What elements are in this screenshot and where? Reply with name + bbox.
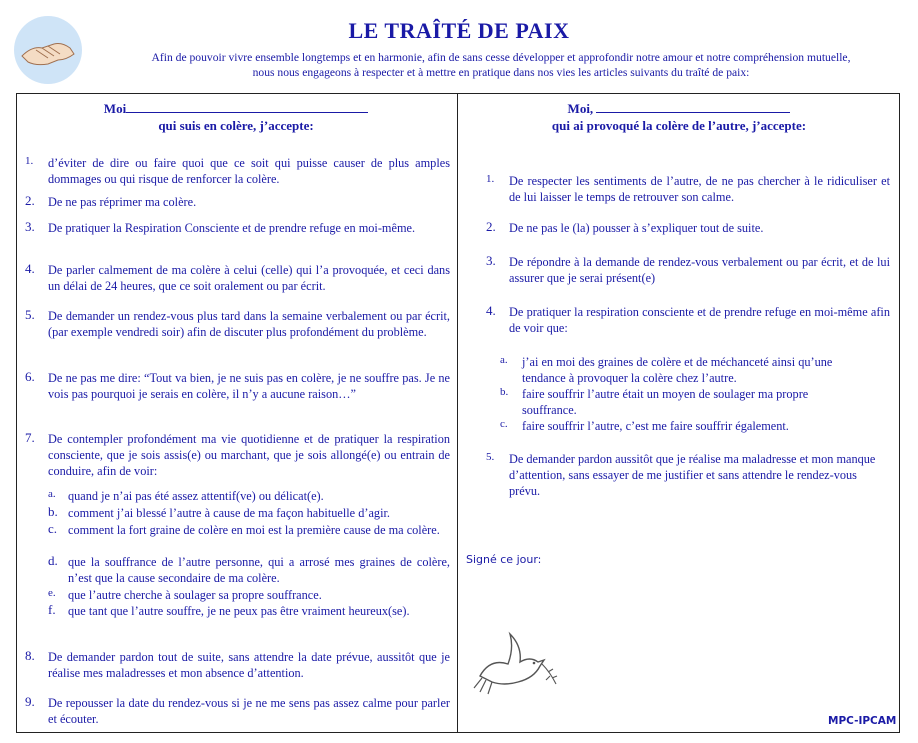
intro-text bbox=[84, 50, 918, 80]
intro-line-2: nous nous engageons à respecter et à mettre en pratique dans nos vies les articles suivants du traîté de paix: bbox=[252, 66, 750, 79]
left-subitem-letter: a. bbox=[48, 488, 56, 500]
right-subitem: faire souffrir l’autre était un moyen de soulager ma propre souffrance. bbox=[522, 387, 809, 417]
right-item: De demander pardon aussitôt que je réalise ma maladresse et mon manque d’attention, sans essayer de me justifier et sans attendre le rendez-vous prévu. bbox=[509, 452, 876, 498]
right-item-num: 3. bbox=[486, 253, 496, 268]
left-name-blank bbox=[126, 100, 368, 113]
right-item-num: 5. bbox=[486, 451, 495, 463]
right-name-blank bbox=[596, 100, 790, 113]
left-subitem-letter: b. bbox=[48, 504, 58, 519]
left-subitem: que la souffrance de l’autre personne, qui a arrosé mes graines de colère, n’est que la cause secondaire de ma colère. bbox=[68, 555, 450, 585]
right-subitem-letter: a. bbox=[500, 354, 508, 366]
left-item: De pratiquer la Respiration Consciente et de prendre refuge en moi-même. bbox=[48, 221, 416, 235]
right-subitem-letter: c. bbox=[500, 418, 508, 430]
left-item: De demander pardon tout de suite, sans attendre la date prévue, aussitôt que je réalise mes maladresses et mon absence d’attention. bbox=[48, 650, 450, 680]
left-item-num: 2. bbox=[25, 193, 35, 208]
right-subitem-letter: b. bbox=[500, 386, 509, 398]
left-item: De ne pas réprimer ma colère. bbox=[48, 195, 197, 209]
left-item-num: 7. bbox=[25, 430, 35, 445]
left-item: De ne pas me dire: “Tout va bien, je ne suis pas en colère, je ne souffre pas. Je ne vois pas pourquoi je serais en colère, il n’y a aucune raison…” bbox=[48, 371, 450, 401]
left-item-num: 5. bbox=[25, 307, 35, 322]
right-subtitle: qui ai provoqué la colère de l’autre, j’accepte: bbox=[551, 118, 807, 133]
left-item-num: 9. bbox=[25, 694, 35, 709]
left-item: De parler calmement de ma colère à celui (celle) qui l’a provoquée, et ceci dans un délai de 24 heures, que ce soit oralement ou par écrit. bbox=[48, 263, 450, 293]
left-item: De contempler profondément ma vie quotidienne et de pratiquer la respiration consciente, que je sois assis(e) ou marchant, que je sois allongé(e) ou entrain de conduire, afin de voir: bbox=[48, 432, 450, 478]
page-title: LE TRAÎTÉ DE PAIX bbox=[348, 18, 570, 43]
right-item: De ne pas le (la) pousser à s’expliquer tout de suite. bbox=[509, 221, 764, 235]
right-subitem: faire souffrir l’autre, c’est me faire souffrir également. bbox=[522, 419, 789, 433]
dove-icon bbox=[470, 628, 560, 713]
left-subitem-letter: e. bbox=[48, 587, 56, 599]
left-subitem-letter: f. bbox=[48, 602, 56, 617]
right-item-num: 1. bbox=[486, 173, 495, 185]
left-item: De repousser la date du rendez-vous si je ne me sens pas assez calme pour parler et écouter. bbox=[48, 696, 450, 726]
right-subitem: j’ai en moi des graines de colère et de méchanceté ainsi qu’une tendance à provoquer la colère chez l’autre. bbox=[522, 355, 833, 385]
left-item-num: 4. bbox=[25, 261, 35, 276]
left-moi-label: Moi bbox=[103, 101, 127, 116]
footer-credit: MPC-IPCAM bbox=[828, 715, 897, 727]
left-subitem-letter: c. bbox=[48, 521, 58, 536]
right-item-num: 4. bbox=[486, 303, 496, 318]
right-column-header bbox=[460, 100, 898, 134]
right-moi-label: Moi, bbox=[567, 101, 594, 116]
left-subitem: que tant que l’autre souffre, je ne peux pas être vraiment heureux(se). bbox=[68, 604, 410, 618]
left-subitem: quand je n’ai pas été assez attentif(ve) ou délicat(e). bbox=[68, 489, 324, 503]
right-item-num: 2. bbox=[486, 219, 496, 234]
signed-label: Signé ce jour: bbox=[466, 553, 542, 566]
left-subitem: comment j’ai blessé l’autre à cause de ma façon habituelle d’agir. bbox=[68, 506, 390, 520]
left-subitem: que l’autre cherche à soulager sa propre souffrance. bbox=[68, 588, 322, 602]
intro-line-1: Afin de pouvoir vivre ensemble longtemps et en harmonie, afin de sans cesse développer et approfondir notre amour et notre compréhension mutuelle, bbox=[151, 51, 851, 64]
left-item-num: 6. bbox=[25, 369, 35, 384]
right-item: De pratiquer la respiration consciente et de prendre refuge en moi-même afin de voir que: bbox=[509, 305, 890, 335]
left-subitem-letter: d. bbox=[48, 553, 58, 568]
left-item-num: 1. bbox=[25, 155, 34, 167]
right-item: De respecter les sentiments de l’autre, de ne pas chercher à le ridiculiser et de lui laisser le temps de retrouver son calme. bbox=[509, 174, 890, 204]
left-item: De demander un rendez-vous plus tard dans la semaine verbalement ou par écrit, (par exemple vendredi soir) afin de discuter plus profondément du problème. bbox=[48, 309, 450, 339]
left-subitem: comment la fort graine de colère en moi est la première cause de ma colère. bbox=[68, 523, 440, 537]
column-divider bbox=[457, 93, 458, 733]
left-item-num: 8. bbox=[25, 648, 35, 663]
left-column-header bbox=[18, 100, 454, 134]
left-item-num: 3. bbox=[25, 219, 35, 234]
left-subtitle: qui suis en colère, j’accepte: bbox=[158, 118, 314, 133]
left-item: d’éviter de dire ou faire quoi que ce soit qui puisse causer de plus amples dommages ou qui risque de renforcer la colère. bbox=[48, 156, 450, 186]
right-item: De répondre à la demande de rendez-vous verbalement ou par écrit, et de lui assurer que je serai présent(e) bbox=[509, 255, 890, 285]
